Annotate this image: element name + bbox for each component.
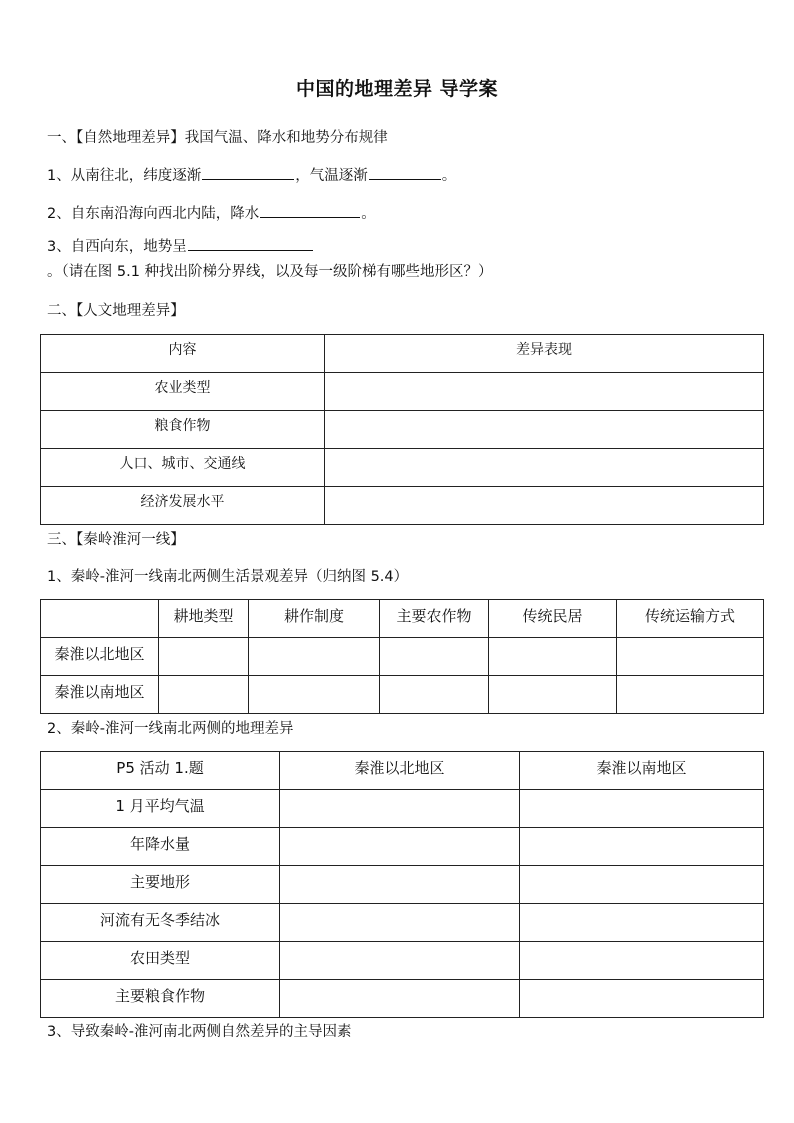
table-cell[interactable] xyxy=(520,942,764,980)
table-cell[interactable] xyxy=(520,866,764,904)
table-cell[interactable] xyxy=(280,904,520,942)
section3-heading: 三、【秦岭淮河一线】 xyxy=(47,532,185,548)
question-3-3: 3、导致秦岭-淮河南北两侧自然差异的主导因素 xyxy=(47,1024,352,1040)
table-row-label: 年降水量 xyxy=(41,828,280,866)
table-row-label: 农业类型 xyxy=(41,373,325,411)
table-cell[interactable] xyxy=(159,638,249,676)
table-row-label: 秦淮以北地区 xyxy=(41,638,159,676)
table-row-label: 人口、城市、交通线 xyxy=(41,449,325,487)
table-header: 差异表现 xyxy=(325,335,764,373)
question-1-2: 2、自东南沿海向西北内陆，降水 。 xyxy=(47,202,376,223)
question-1-3: 3、自西向东，地势呈。（请在图 5.1 种找出阶梯分界线，以及每一级阶梯有哪些地形区？） xyxy=(47,235,752,285)
geography-diff-table xyxy=(40,751,764,1018)
question-3-2: 2、秦岭-淮河一线南北两侧的地理差异 xyxy=(47,721,294,737)
table-cell[interactable] xyxy=(520,980,764,1018)
table-cell[interactable] xyxy=(520,904,764,942)
table-row-label: 主要粮食作物 xyxy=(41,980,280,1018)
answer-blank[interactable] xyxy=(202,165,294,180)
table-cell[interactable] xyxy=(280,866,520,904)
table-cell[interactable] xyxy=(249,676,380,714)
table-header: 耕作制度 xyxy=(249,600,380,638)
table-row-label: 河流有无冬季结冰 xyxy=(41,904,280,942)
question-1-1: 1、从南往北，纬度逐渐 ，气温逐渐 。 xyxy=(47,164,456,185)
table-row-label: 粮食作物 xyxy=(41,411,325,449)
table-cell[interactable] xyxy=(280,790,520,828)
table-cell[interactable] xyxy=(489,676,617,714)
table-cell[interactable] xyxy=(380,638,489,676)
table-header: 秦淮以南地区 xyxy=(520,752,764,790)
table-cell[interactable] xyxy=(617,676,764,714)
table-cell[interactable] xyxy=(325,449,764,487)
landscape-table xyxy=(40,599,764,714)
table-cell[interactable] xyxy=(489,638,617,676)
table-cell[interactable] xyxy=(325,487,764,525)
table-row-label: 主要地形 xyxy=(41,866,280,904)
table-header: 传统民居 xyxy=(489,600,617,638)
table-cell[interactable] xyxy=(520,828,764,866)
table-header: 内容 xyxy=(41,335,325,373)
answer-blank[interactable] xyxy=(188,236,313,251)
table-cell[interactable] xyxy=(280,942,520,980)
table-cell[interactable] xyxy=(249,638,380,676)
table-header: P5 活动 1.题 xyxy=(41,752,280,790)
humanities-table xyxy=(40,334,764,525)
table-header: 耕地类型 xyxy=(159,600,249,638)
table-cell[interactable] xyxy=(280,980,520,1018)
table-row-label: 农田类型 xyxy=(41,942,280,980)
table-row-label: 秦淮以南地区 xyxy=(41,676,159,714)
table-header xyxy=(41,600,159,638)
table-cell[interactable] xyxy=(325,373,764,411)
table-cell[interactable] xyxy=(617,638,764,676)
table-header: 主要农作物 xyxy=(380,600,489,638)
table-row-label: 经济发展水平 xyxy=(41,487,325,525)
section2-heading: 二、【人文地理差异】 xyxy=(47,303,185,319)
table-cell[interactable] xyxy=(159,676,249,714)
table-row-label: 1 月平均气温 xyxy=(41,790,280,828)
table-cell[interactable] xyxy=(520,790,764,828)
table-cell[interactable] xyxy=(380,676,489,714)
table-header: 传统运输方式 xyxy=(617,600,764,638)
answer-blank[interactable] xyxy=(369,165,441,180)
table-cell[interactable] xyxy=(325,411,764,449)
page-title: 中国的地理差异 导学案 xyxy=(295,78,499,100)
table-cell[interactable] xyxy=(280,828,520,866)
answer-blank[interactable] xyxy=(260,203,360,218)
section1-heading: 一、【自然地理差异】我国气温、降水和地势分布规律 xyxy=(47,130,388,146)
question-3-1: 1、秦岭-淮河一线南北两侧生活景观差异（归纳图 5.4） xyxy=(47,569,409,585)
table-header: 秦淮以北地区 xyxy=(280,752,520,790)
